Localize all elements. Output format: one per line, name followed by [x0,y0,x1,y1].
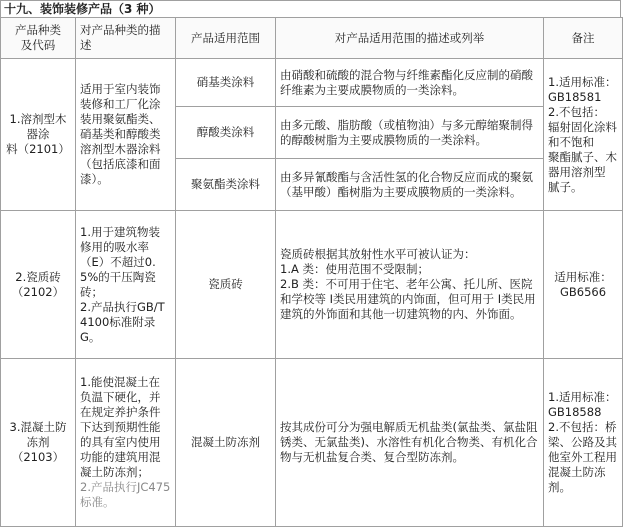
scope-desc-cell: 按其成份可分为强电解质无机盐类(氯盐类、氯盐阻锈类、无氯盐类)、水溶性有机化合物类、有机化合物与无机盐复合类、复合型防冻剂。 [276,359,544,527]
table-row [1,59,623,107]
desc-cell [76,359,176,527]
header-row [1,18,623,59]
header-desc: 对产品种类的描 述 [76,18,176,59]
scope-desc-cell: 由多元酸、脂肪酸（或植物油）与多元醇缩聚制得的醇酸树脂为主要成膜物质的一类涂料。 [276,107,544,159]
scope-cell: 聚氨酯类涂料 [176,159,276,211]
table-row [1,211,623,359]
scope-cell: 混凝土防冻剂 [176,359,276,527]
header-category: 产品种类 及代码 [1,18,76,59]
scope-desc-cell: 由硝酸和硫酸的混合物与纤维素酯化反应制的硝酸纤维素为主要成膜物质的一类涂料。 [276,59,544,107]
scope-cell: 醇酸类涂料 [176,107,276,159]
desc-item: 1.用于建筑物装修用的吸水率（E）不超过0.5%的干压陶瓷砖； [80,224,160,299]
scope-cell: 瓷质砖 [176,211,276,359]
notes-cell: 1.适用标准： GB18581 2.不包括： 辐射固化涂料和不饱和 聚酯腻子、木器用溶剂型 腻子。 [544,59,623,211]
notes-cell: 1.适用标准： GB18588 2.不包括：桥梁、公路及其他室外工程用混凝土防冻剂。 [544,359,623,527]
scope-desc-cell: 由多异氰酸酯与含活性氢的化合物反应而成的聚氨（基甲酸）酯树脂为主要成膜物质的一类涂料。 [276,159,544,211]
header-scope-desc: 对产品适用范围的描述或列举 [276,18,544,59]
header-scope: 产品适用范围 [176,18,276,59]
notes-cell: 适用标准： GB6566 [544,211,623,359]
scope-cell: 硝基类涂料 [176,59,276,107]
category-cell: 3.混凝土防 冻剂 （2103） [1,359,76,527]
desc-item: 1.能使混凝土在负温下硬化，并在规定养护条件下达到预期性能的具有室内使用功能的建筑用混凝土防冻剂； [80,375,161,479]
desc-item: 2.产品执行JC475 标准。 [80,480,171,509]
section-title: 十九、装饰装修产品（3 种） [0,0,621,17]
desc-item: 2.产品执行GB/T4100标准附录 G。 [80,299,165,344]
category-cell: 1.溶剂型木 器涂 料（2101） [1,59,76,211]
scope-desc-cell: 瓷质砖根据其放射性水平可被认证为： 1.A 类：使用范围不受限制； 2.B 类：不可用于住宅、老年公寓、托儿所、医院和学校等 Ⅰ类民用建筑的内饰面，但可用于 Ⅰ类民用建筑的外饰面和其他一切建筑物的内、外饰面。 [276,211,544,359]
desc-cell [76,211,176,359]
desc-cell: 适用于室内装饰装修和工厂化涂装用聚氨酯类、硝基类和醇酸类溶剂型木器涂料（包括底漆和面漆）。 [76,59,176,211]
header-notes: 备注 [544,18,623,59]
product-table [0,17,623,527]
category-cell: 2.瓷质砖 （2102） [1,211,76,359]
table-row [1,359,623,527]
